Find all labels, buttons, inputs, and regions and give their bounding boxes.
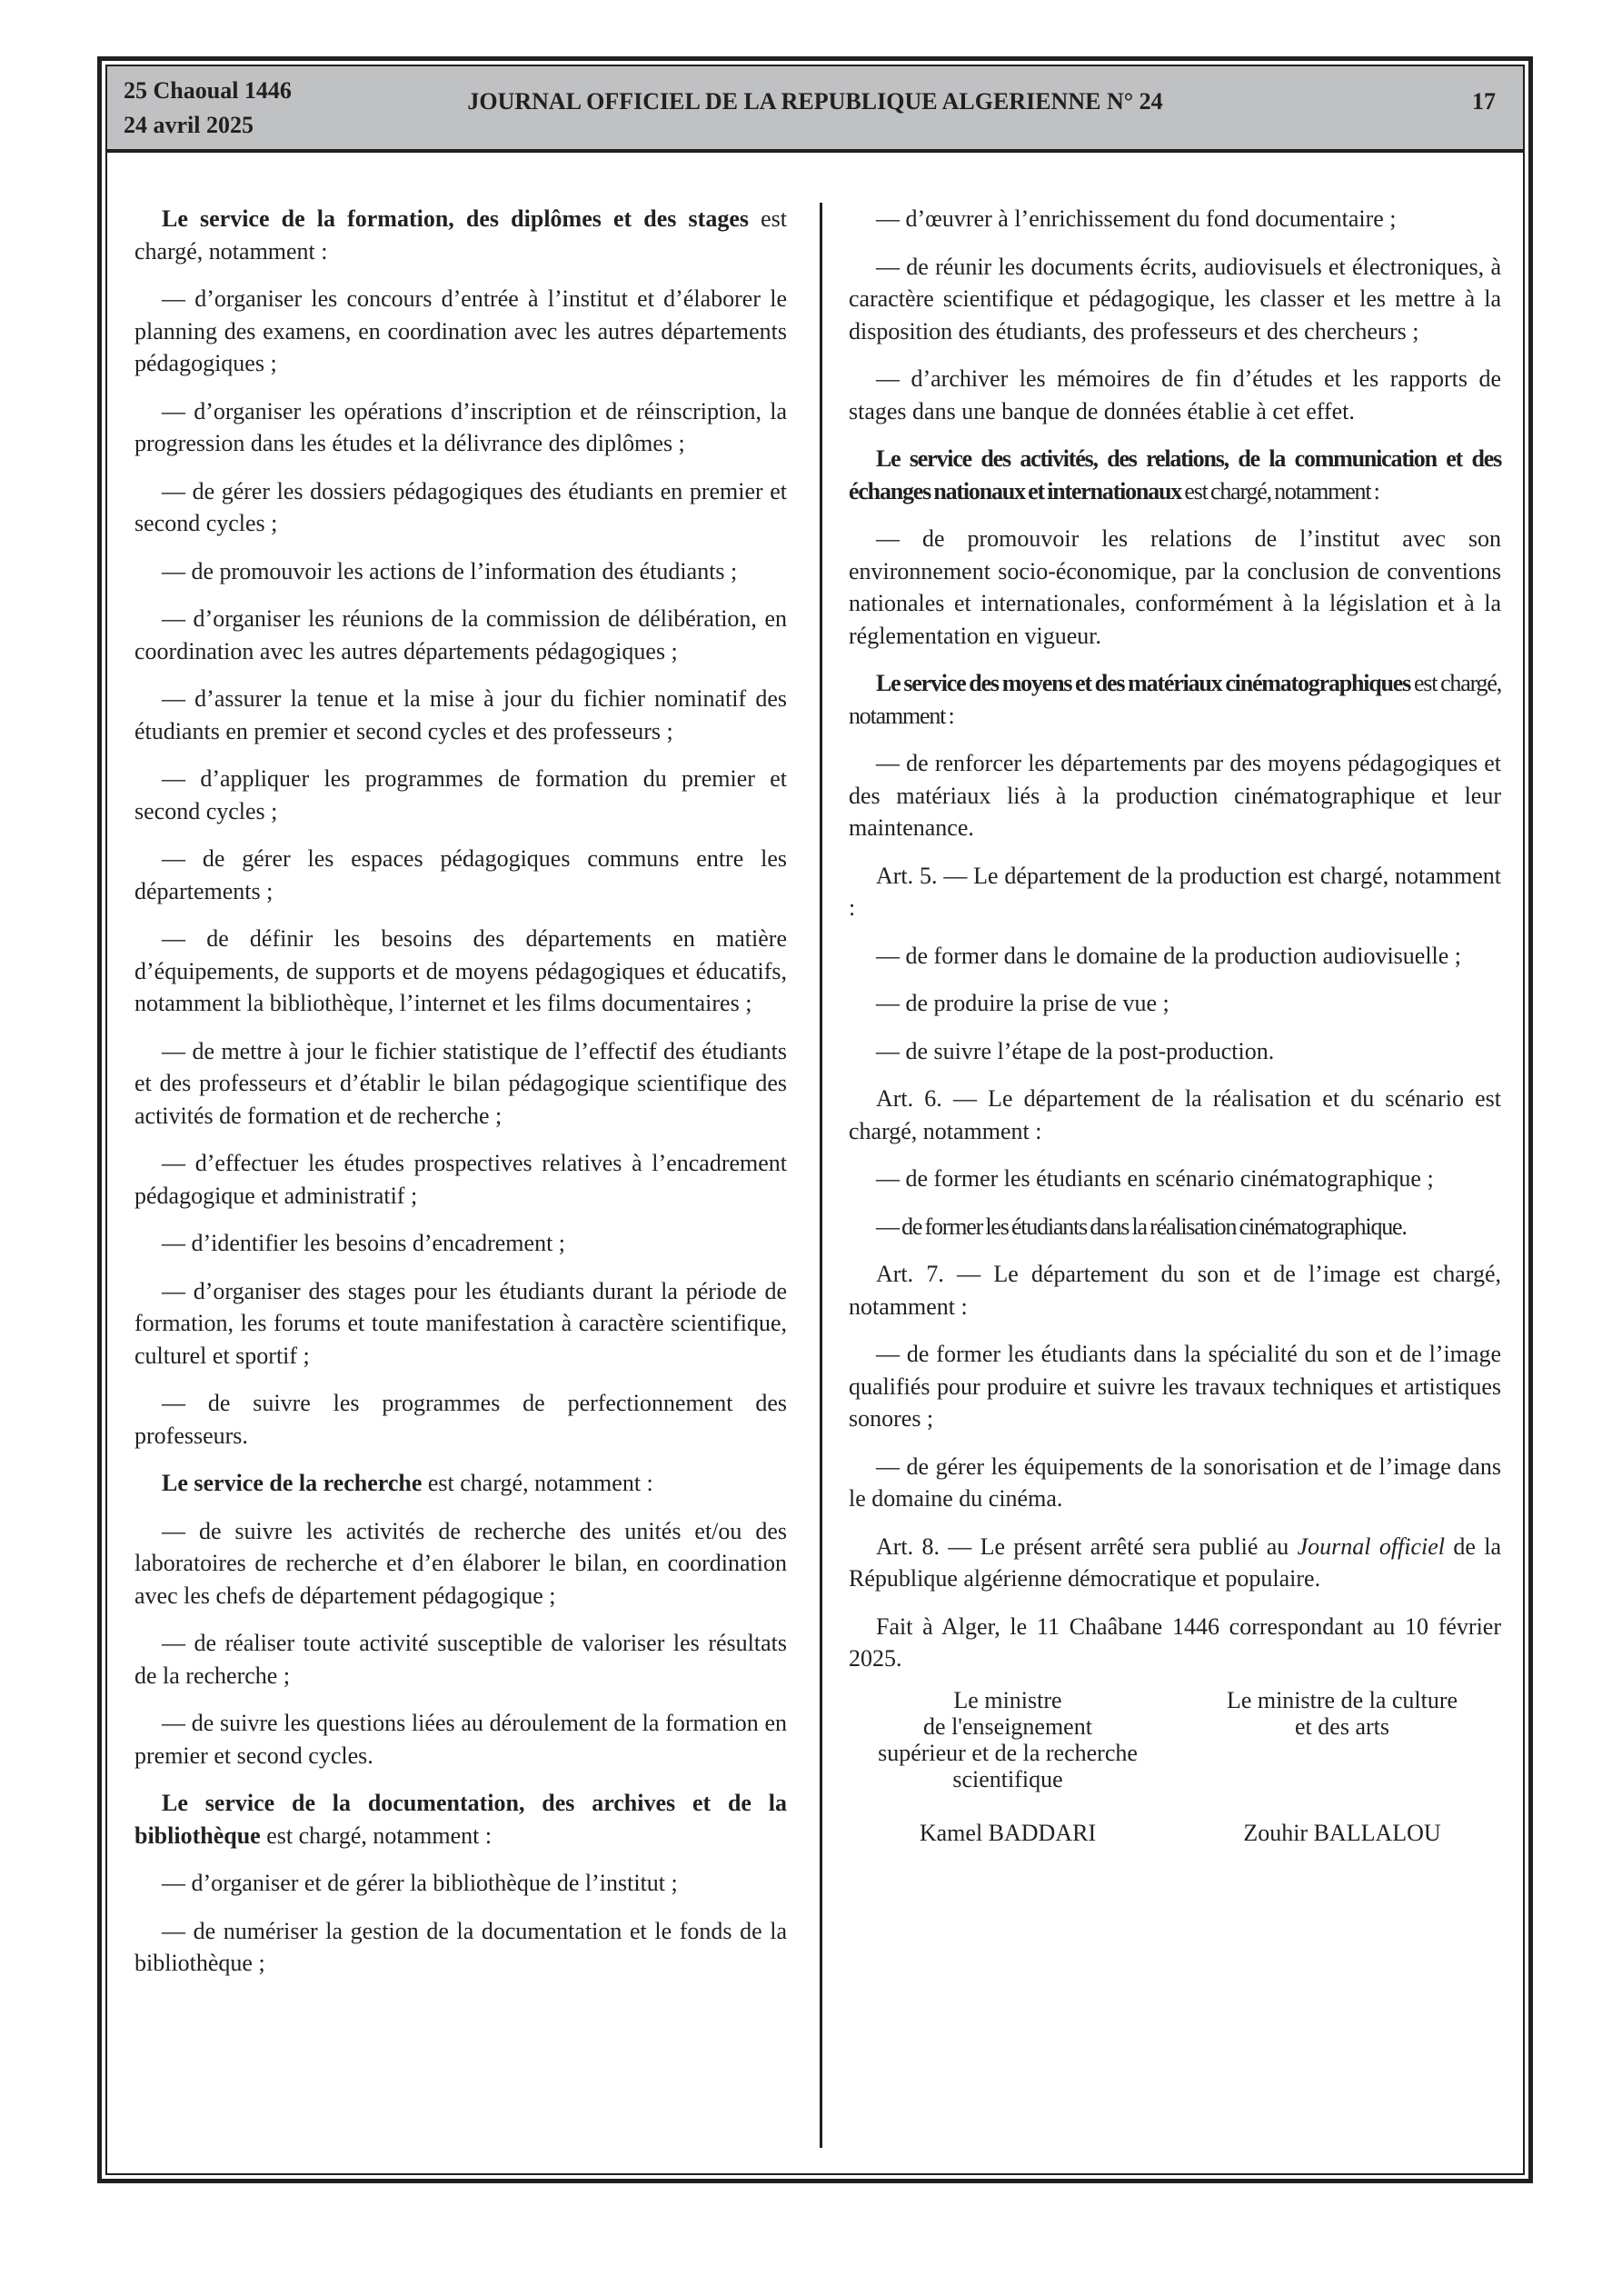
paragraph <box>849 1611 1501 1675</box>
paragraph-text: — d’organiser les réunions de la commission de délibération, en coordination avec les autres départements pédagogiques ; <box>134 605 787 664</box>
paragraph <box>134 475 787 540</box>
paragraph <box>849 251 1501 348</box>
section-heading: Le service de la recherche <box>162 1470 423 1496</box>
paragraph-text: — de promouvoir les relations de l’institut avec son environnement socio-économique, par la conclusion de conventions nationales et internationales, conformément à la législation et à la réglementation en vigueur. <box>849 525 1501 649</box>
paragraph <box>849 1338 1501 1435</box>
paragraph <box>134 1515 787 1612</box>
right-column <box>849 203 1501 1846</box>
paragraph <box>134 1787 787 1852</box>
paragraph-text: — d’œuvrer à l’enrichissement du fond documentaire ; <box>876 205 1397 232</box>
journal-header <box>107 66 1523 153</box>
page-number: 17 <box>1472 88 1496 115</box>
paragraph <box>849 1083 1501 1147</box>
paragraph <box>849 203 1501 235</box>
paragraph-text: — de définir les besoins des départements en matière d’équipements, de supports et de moyens pédagogiques et éducatifs, notamment la bibliothèque, l’internet et les films documentaires ; <box>134 925 787 1016</box>
paragraph <box>134 923 787 1020</box>
paragraph <box>134 1035 787 1133</box>
signature-name: Zouhir BALLALOU <box>1243 1819 1441 1846</box>
paragraph <box>849 940 1501 973</box>
section-heading: Le service des activités, des relations, de la communication et des échanges nationaux et internationaux <box>849 445 1501 504</box>
journal-title: JOURNAL OFFICIEL DE LA REPUBLIQUE ALGERIENNE N° 24 <box>467 88 1163 115</box>
paragraph <box>134 1707 787 1772</box>
paragraph <box>849 1035 1501 1068</box>
paragraph <box>134 1915 787 1980</box>
italic-text: Journal officiel <box>1297 1532 1446 1560</box>
paragraph-text: — de réaliser toute activité susceptible de valoriser les résultats de la recherche ; <box>134 1630 787 1689</box>
signature-title: de l'enseignement <box>923 1712 1092 1740</box>
signature-title: supérieur et de la recherche <box>878 1739 1138 1766</box>
paragraph-text: Art. 6. — Le département de la réalisation et du scénario est chargé, notamment : <box>849 1085 1501 1144</box>
paragraph-text: est chargé, notamment : <box>260 1822 493 1849</box>
paragraph-text: — d’archiver les mémoires de fin d’études et les rapports de stages dans une banque de données établie à cet effet. <box>849 365 1501 424</box>
paragraph-text: — de former les étudiants dans la spécialité du son et de l’image qualifiés pour produire et suivre les travaux techniques et artistiques sonores ; <box>849 1341 1501 1432</box>
paragraph-text: de la République algérienne démocratique et populaire. <box>849 1532 1501 1592</box>
paragraph-text: — de suivre les questions liées au déroulement de la formation en premier et second cycles. <box>134 1710 787 1769</box>
signature-name: Kamel BADDARI <box>919 1819 1097 1846</box>
paragraph-text: — de numériser la gestion de la documentation et le fonds de la bibliothèque ; <box>134 1917 787 1976</box>
paragraph <box>134 1147 787 1212</box>
paragraph <box>849 363 1501 427</box>
section-heading: Le service des moyens et des matériaux cinématographiques <box>876 670 1411 696</box>
signature-title: scientifique <box>952 1765 1063 1792</box>
paragraph-text: — de renforcer les départements par des moyens pédagogiques et des matériaux liés à la production cinématographique et leur maintenance. <box>849 750 1501 841</box>
paragraph-text: — de mettre à jour le fichier statistique de l’effectif des étudiants et des professeurs et d’établir le bilan pédagogique scientifique des activités de formation et de recherche ; <box>134 1037 787 1129</box>
paragraph-text: — de former les étudiants en scénario cinématographique ; <box>876 1165 1434 1192</box>
date-hijri: 25 Chaoual 1446 <box>124 77 292 104</box>
paragraph <box>849 987 1501 1020</box>
paragraph <box>134 203 787 267</box>
paragraph-text: Fait à Alger, le 11 Chaâbane 1446 correspondant au 10 février 2025. <box>849 1612 1501 1672</box>
paragraph-text: — de produire la prise de vue ; <box>876 990 1169 1016</box>
paragraph-text: — d’organiser les concours d’entrée à l’institut et d’élaborer le planning des examens, en coordination avec les autres départements pédagogiques ; <box>134 285 787 376</box>
page-frame <box>97 56 1533 2183</box>
paragraph-text: Art. 7. — Le département du son et de l’image est chargé, notamment : <box>849 1261 1501 1320</box>
paragraph-text: — d’assurer la tenue et la mise à jour du fichier nominatif des étudiants en premier et second cycles et des professeurs ; <box>134 685 787 744</box>
paragraph-text: — de gérer les dossiers pédagogiques des étudiants en premier et second cycles ; <box>134 477 787 536</box>
paragraph <box>134 1867 787 1900</box>
paragraph <box>134 1387 787 1452</box>
paragraph <box>849 1531 1501 1595</box>
paragraph <box>134 1275 787 1373</box>
paragraph <box>849 1163 1501 1195</box>
page-frame-inner <box>105 65 1525 2175</box>
paragraph-text: — de réunir les documents écrits, audiovisuels et électroniques, à caractère scientifique et pédagogique, les classer et les mettre à la disposition des étudiants, des professeurs et des chercheurs ; <box>849 253 1501 344</box>
date-gregorian: 24 avril 2025 <box>124 112 254 138</box>
paragraph-text: — de suivre les activités de recherche des unités et/ou des laboratoires de recherche et d’en élaborer le bilan, en coordination avec les chefs de département pédagogique ; <box>134 1517 787 1609</box>
paragraph <box>134 395 787 460</box>
signatures <box>849 1687 1501 1846</box>
paragraph <box>134 683 787 747</box>
paragraph-text: — de suivre les programmes de perfectionnement des professeurs. <box>134 1390 787 1449</box>
paragraph-text: Art. 5. — Le département de la production est chargé, notamment : <box>849 862 1501 921</box>
paragraph-text: — de former les étudiants dans la réalisation cinématographique. <box>876 1213 1407 1240</box>
paragraph <box>849 523 1501 652</box>
paragraph <box>134 283 787 380</box>
paragraph <box>134 603 787 667</box>
paragraph <box>849 1451 1501 1515</box>
paragraph <box>849 1211 1501 1243</box>
signature-title: et des arts <box>1295 1712 1389 1740</box>
signature-2 <box>1183 1687 1501 1846</box>
paragraph-text: — de promouvoir les actions de l’information des étudiants ; <box>162 557 738 584</box>
paragraph-text: — d’appliquer les programmes de formation du premier et second cycles ; <box>134 765 787 824</box>
paragraph <box>134 1227 787 1260</box>
left-column <box>134 203 787 1995</box>
paragraph-text: — d’identifier les besoins d’encadrement ; <box>162 1230 566 1256</box>
paragraph <box>849 1258 1501 1323</box>
paragraph-text: est chargé, notamment : <box>1181 477 1379 504</box>
paragraph <box>134 555 787 588</box>
paragraph <box>849 860 1501 924</box>
right-paragraphs <box>849 203 1501 1675</box>
paragraph <box>134 1627 787 1692</box>
signature-title: Le ministre de la culture <box>1226 1686 1458 1713</box>
paragraph-text: est chargé, notamment : <box>422 1470 653 1496</box>
paragraph-text: — d’organiser les opérations d’inscription et de réinscription, la progression dans les études et la délivrance des diplômes ; <box>134 397 787 456</box>
paragraph-text: — de gérer les équipements de la sonorisation et de l’image dans le domaine du cinéma. <box>849 1452 1501 1512</box>
paragraph <box>134 763 787 827</box>
paragraph <box>134 843 787 907</box>
signature-title: Le ministre <box>953 1686 1062 1713</box>
paragraph <box>849 443 1501 507</box>
signature-1 <box>849 1687 1167 1846</box>
section-heading: Le service de la formation, des diplômes et des stages <box>162 205 749 232</box>
paragraph-text: Art. 8. — Le présent arrêté sera publié au <box>876 1532 1298 1560</box>
paragraph-text: — d’effectuer les études prospectives relatives à l’encadrement pédagogique et administratif ; <box>134 1150 787 1209</box>
paragraph-text: — d’organiser et de gérer la bibliothèque de l’institut ; <box>162 1870 678 1896</box>
section-heading: Le service de la documentation, des archives et de la bibliothèque <box>134 1790 787 1849</box>
paragraph-text: — de suivre l’étape de la post-production. <box>876 1037 1275 1064</box>
paragraph-text: est chargé, notamment : <box>134 205 787 265</box>
paragraph <box>849 747 1501 844</box>
paragraph <box>134 1467 787 1500</box>
paragraph-text: — de former dans le domaine de la production audiovisuelle ; <box>876 942 1462 969</box>
column-divider <box>820 203 822 2148</box>
paragraph-text: est chargé, notamment : <box>849 670 1501 729</box>
paragraph-text: — de gérer les espaces pédagogiques communs entre les départements ; <box>134 845 787 904</box>
paragraph-text: — d’organiser des stages pour les étudiants durant la période de formation, les forums et toute manifestation à caractère scientifique, culturel et sportif ; <box>134 1277 787 1369</box>
paragraph <box>849 667 1501 732</box>
